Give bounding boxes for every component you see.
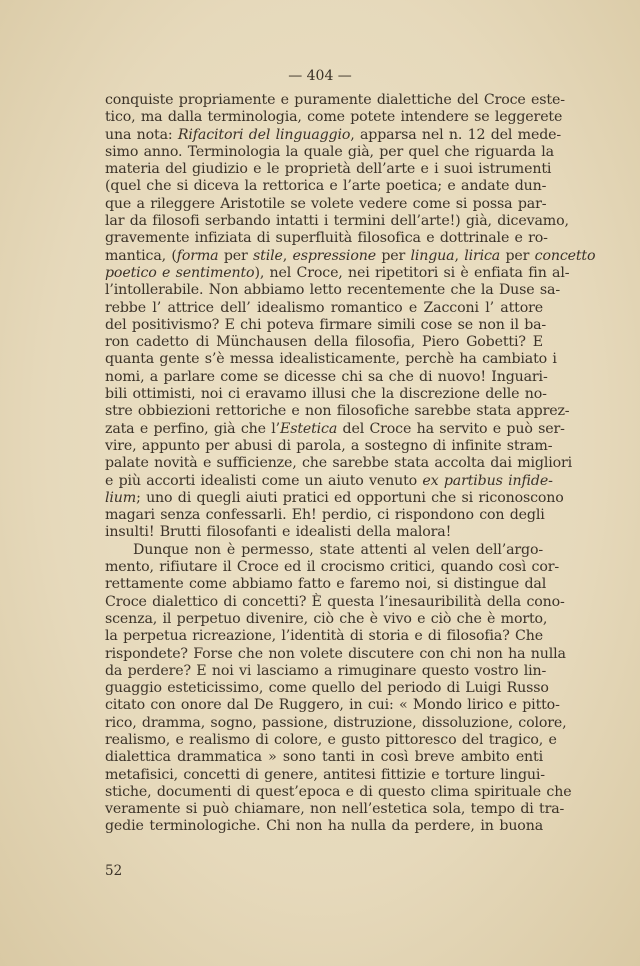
text-segment: citato con onore dal De Ruggero, in cui: « Mondo lirico e pitto-: [105, 697, 560, 714]
text-segment: magari senza confessarli. Eh! perdio, ci rispondono con degli: [105, 507, 545, 524]
text-segment: stre obbiezioni rettoriche e non filosofiche sarebbe stata apprez-: [105, 403, 570, 420]
italic-text: Rifacitori del linguaggio: [177, 126, 351, 143]
text-line: [105, 300, 543, 317]
text-line: [105, 749, 543, 766]
text-segment: scenza, il perpetuo divenire, ciò che è vivo e ciò che è morto,: [105, 610, 548, 627]
text-line: [105, 489, 564, 507]
body-text: [105, 92, 596, 836]
text-segment: (quel che si diceva la rettorica e l’arte poetica; e andate dun-: [105, 178, 547, 195]
text-line: [105, 178, 547, 195]
text-line: [105, 161, 552, 178]
text-line: [105, 697, 560, 714]
text-line: [105, 472, 553, 490]
italic-text: lirica: [464, 247, 501, 264]
text-line: [105, 213, 569, 230]
text-line: [105, 818, 543, 835]
text-line: [105, 593, 565, 611]
text-segment: del positivismo? E chi poteva firmare simili cose se non il ba-: [105, 316, 547, 333]
text-segment: quanta gente s’è messa idealisticamente, perchè ha cambiato i: [105, 351, 557, 368]
text-line: [105, 576, 547, 593]
page-number-header: — 404 —: [288, 68, 352, 84]
text-segment: conquiste propriamente e puramente dialettiche del Croce este-: [105, 92, 565, 108]
text-line: [105, 126, 562, 144]
italic-text: espressione: [292, 247, 376, 264]
text-line: [105, 109, 563, 126]
text-line: [105, 524, 543, 541]
text-segment: rico, dramma, sogno, passione, distruzione, dissoluzione, colore,: [105, 714, 567, 731]
text-segment: ,: [282, 247, 293, 264]
text-segment: ,: [454, 247, 465, 264]
text-segment: realismo, e realismo di colore, e gusto pittoresco del tragico, e: [105, 731, 557, 748]
text-line: [105, 403, 570, 420]
text-segment: del Croce ha servito e può ser-: [337, 420, 565, 437]
text-segment: una nota:: [105, 126, 178, 143]
text-segment: per: [375, 247, 411, 264]
text-line: [105, 801, 565, 818]
text-line: [105, 334, 543, 351]
text-segment: rispondete? Forse che non volete discutere con chi non ha nulla: [105, 645, 566, 662]
text-segment: bili ottimisti, noi ci eravamo illusi che la discrezione delle no-: [105, 386, 547, 403]
text-segment: stiche, documenti di quest’epoca e di questo clima spirituale che: [105, 783, 572, 800]
italic-text: forma: [176, 247, 219, 264]
italic-text: ex partibus infide-: [422, 472, 553, 489]
italic-text: lingua: [410, 247, 455, 264]
text-segment: Croce dialettico di concetti? È questa l’inesauribilità della cono-: [105, 593, 565, 610]
italic-text: stile: [253, 247, 283, 264]
text-line: [105, 680, 549, 697]
text-segment: lar da filosofi serbando intatti i termini dell’arte!) già, dicevamo,: [105, 213, 569, 230]
text-segment: rettamente come abbiamo fatto e faremo noi, si distingue dal: [105, 576, 547, 593]
text-segment: que a rileggere Aristotile se volete vedere come si possa par-: [105, 195, 547, 212]
text-segment: materia del giudizio e le proprietà dell’arte e i suoi istrumenti: [105, 161, 552, 178]
text-segment: simo anno. Terminologia la quale già, per quel che riguarda la: [105, 143, 554, 160]
text-segment: dialettica drammatica » sono tanti in così breve ambito enti: [105, 749, 543, 766]
italic-text: poetico e sentimento: [105, 264, 255, 281]
text-line: [105, 420, 565, 438]
text-line: [105, 282, 560, 299]
text-segment: la perpetua ricreazione, l’identità di storia e di filosofia? Che: [105, 628, 543, 645]
text-segment: rebbe l’ attrice dell’ idealismo romantico e Zacconi l’ attore: [105, 299, 543, 316]
text-segment: gedie terminologiche. Chi non ha nulla da perdere, in buona: [105, 818, 543, 835]
text-segment: e più accorti idealisti come un aiuto venuto: [105, 472, 423, 489]
text-line: [105, 230, 548, 247]
italic-text: lium: [105, 489, 137, 506]
text-line: [105, 316, 547, 334]
text-line: [105, 455, 573, 472]
text-line: [105, 351, 557, 368]
text-line: [105, 767, 543, 784]
text-line: [105, 662, 547, 680]
text-segment: zata e perfino, già che l’: [105, 420, 280, 437]
text-line: [105, 247, 596, 265]
text-segment: , apparsa nel n. 12 del mede-: [350, 126, 562, 143]
text-line: [105, 714, 567, 732]
text-line: [105, 628, 543, 645]
text-segment: mento, rifiutare il Croce ed il crocismo critici, quando così cor-: [105, 559, 560, 576]
text-line: [105, 437, 553, 455]
text-line: [105, 559, 560, 576]
text-line: [105, 264, 570, 282]
text-segment: vire, appunto per abusi di parola, a sostegno di infinite stram-: [105, 437, 553, 454]
italic-text: concetto: [534, 247, 596, 264]
text-segment: da perdere? E noi vi lasciamo a rimuginare questo vostro lin-: [105, 662, 547, 679]
text-line: [105, 610, 548, 628]
text-segment: per: [218, 247, 254, 264]
text-segment: metafisici, concetti di genere, antitesi fittizie e torture lingui-: [105, 766, 545, 783]
text-line: [105, 783, 572, 801]
text-segment: Dunque non è permesso, state attenti al velen dell’argo-: [133, 541, 543, 558]
text-segment: insulti! Brutti filosofanti e idealisti della malora!: [105, 524, 452, 541]
text-line: [105, 507, 543, 524]
text-line: [105, 645, 566, 663]
text-segment: palate novità e sufficienze, che sarebbe stata accolta dai migliori: [105, 455, 573, 472]
text-segment: tico, ma dalla terminologia, come potete intendere se leggerete: [105, 109, 563, 126]
text-segment: gravemente infiziata di superfluità filosofica e dottrinale e ro-: [105, 230, 548, 247]
text-line: [105, 386, 547, 403]
text-line: [105, 143, 554, 161]
text-segment: ron cadetto di Münchausen della filosofia, Piero Gobetti? E: [105, 334, 543, 351]
signature-mark: 52: [105, 863, 123, 879]
text-line: [105, 542, 543, 559]
text-segment: mantica, (: [105, 247, 177, 264]
text-segment: l’intollerabile. Non abbiamo letto recentemente che la Duse sa-: [105, 282, 560, 299]
text-segment: nomi, a parlare come se dicesse chi sa che di nuovo! Inguari-: [105, 368, 548, 385]
italic-text: Estetica: [279, 420, 338, 437]
text-segment: guaggio esteticissimo, come quello del periodo di Luigi Russo: [105, 680, 549, 697]
text-line: [105, 195, 547, 213]
text-segment: veramente si può chiamare, non nell’estetica sola, tempo di tra-: [105, 801, 565, 818]
text-segment: per: [500, 247, 535, 264]
text-line: [105, 731, 557, 749]
text-line: [105, 368, 548, 386]
text-segment: ), nel Croce, nei ripetitori si è enfiata fin al-: [254, 264, 570, 281]
text-line: [105, 92, 565, 109]
text-segment: ; uno di quegli aiuti pratici ed opportuni che si riconoscono: [136, 489, 564, 506]
